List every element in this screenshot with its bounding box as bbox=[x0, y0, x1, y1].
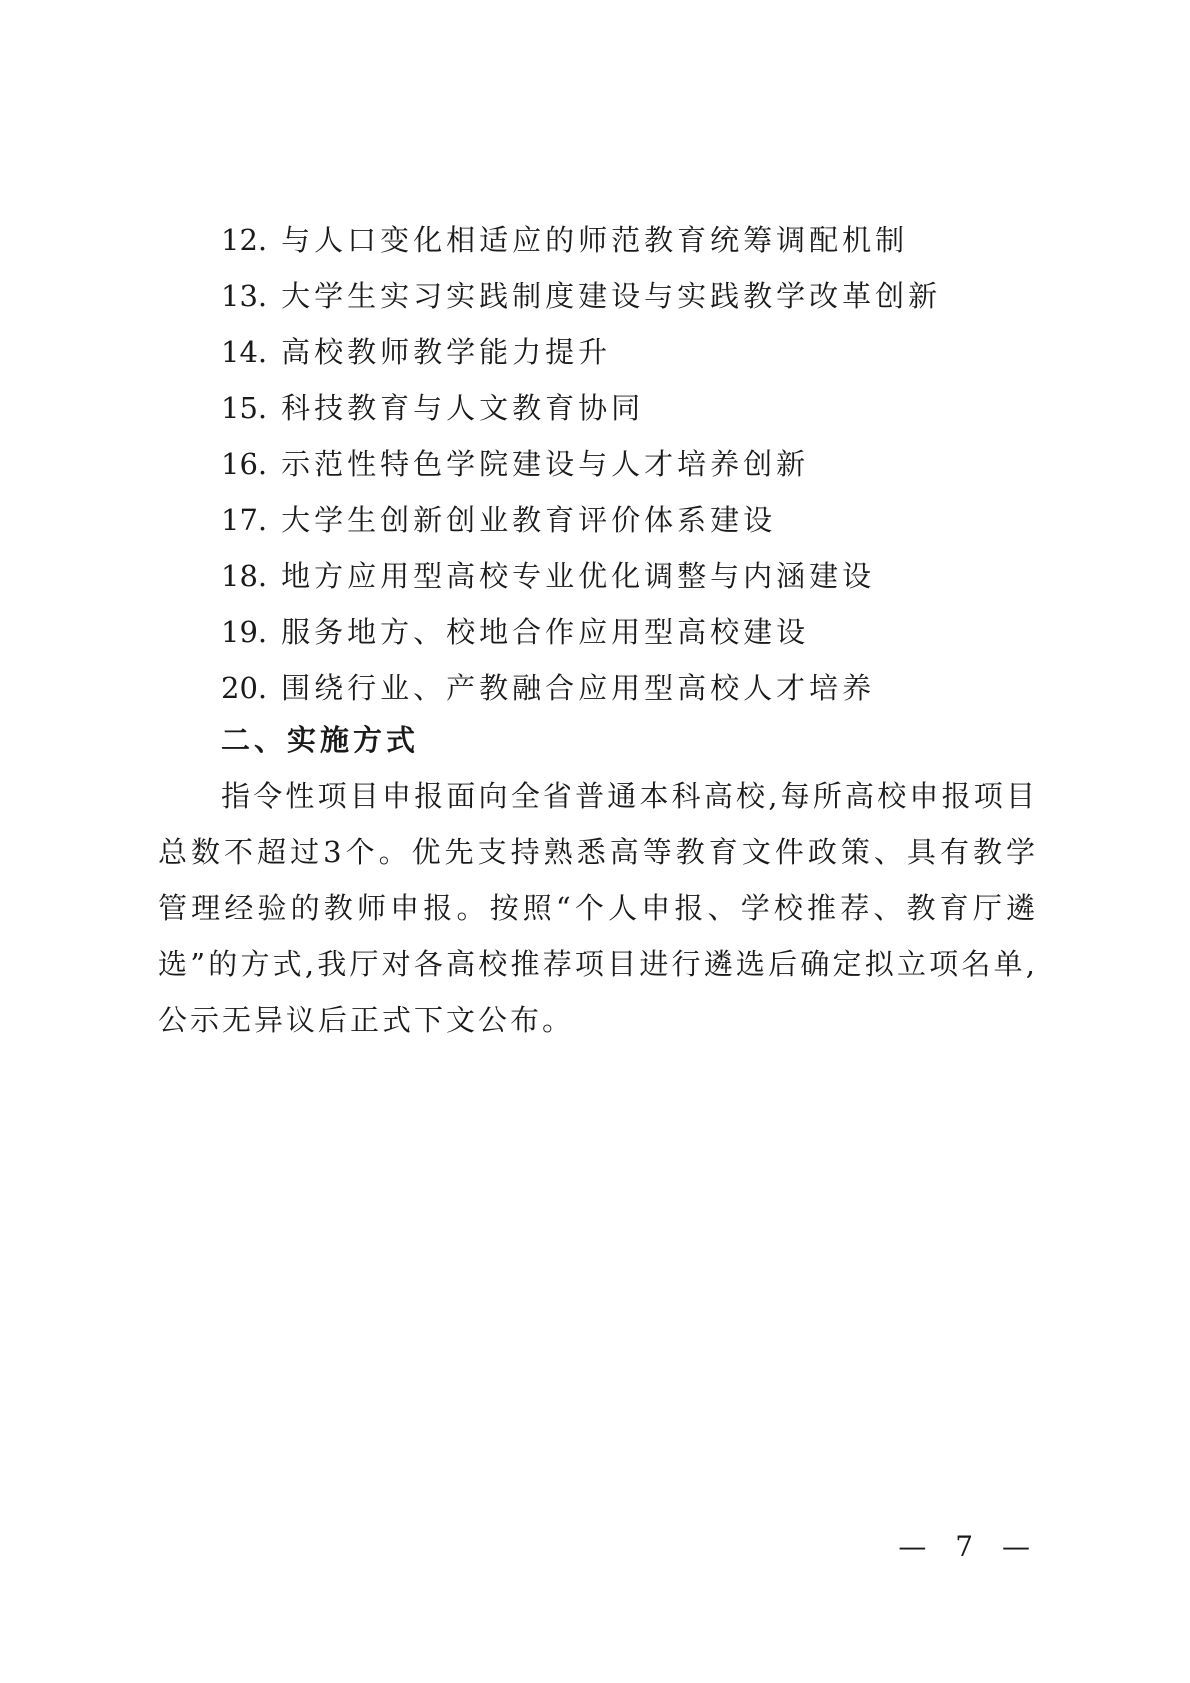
section-heading: 二、实施方式 bbox=[221, 723, 420, 757]
list-item bbox=[221, 212, 941, 268]
list-item bbox=[221, 604, 941, 660]
list-item bbox=[221, 268, 941, 324]
list-item bbox=[221, 324, 941, 380]
list-item bbox=[221, 380, 941, 436]
list-item-text: 与人口变化相适应的师范教育统筹调配机制 bbox=[281, 223, 909, 257]
page-number: — 7 — bbox=[898, 1530, 1040, 1563]
list-item-number: 14. bbox=[221, 335, 268, 369]
list-item-number: 18. bbox=[221, 559, 268, 593]
list-item-text: 示范性特色学院建设与人才培养创新 bbox=[281, 447, 810, 481]
section-paragraph: 指令性项目申报面向全省普通本科高校,每所高校申报项目总数不超过3个。优先支持熟悉高等教育文件政策、具有教学管理经验的教师申报。按照“个人申报、学校推荐、教育厅遴选”的方式,我厅对各高校推荐项目进行遴选后确定拟立项名单,公示无异议后正式下文公布。 bbox=[158, 779, 1038, 1037]
list-item-number: 15. bbox=[221, 391, 268, 425]
list-item bbox=[221, 548, 941, 604]
list-item-number: 17. bbox=[221, 503, 268, 537]
list-item-text: 地方应用型高校专业优化调整与内涵建设 bbox=[281, 559, 876, 593]
list-item-text: 围绕行业、产教融合应用型高校人才培养 bbox=[281, 671, 876, 705]
list-item-number: 16. bbox=[221, 447, 268, 481]
topic-list bbox=[221, 212, 941, 716]
list-item-number: 12. bbox=[221, 223, 268, 257]
list-item-number: 20. bbox=[221, 671, 268, 705]
list-item-number: 19. bbox=[221, 615, 268, 649]
list-item-text: 科技教育与人文教育协同 bbox=[281, 391, 645, 425]
list-item-text: 高校教师教学能力提升 bbox=[281, 335, 612, 369]
list-item bbox=[221, 436, 941, 492]
list-item-text: 大学生创新创业教育评价体系建设 bbox=[281, 503, 777, 537]
list-item-number: 13. bbox=[221, 279, 268, 313]
list-item bbox=[221, 492, 941, 548]
list-item-text: 服务地方、校地合作应用型高校建设 bbox=[281, 615, 810, 649]
list-item-text: 大学生实习实践制度建设与实践教学改革创新 bbox=[281, 279, 942, 313]
list-item bbox=[221, 660, 941, 716]
